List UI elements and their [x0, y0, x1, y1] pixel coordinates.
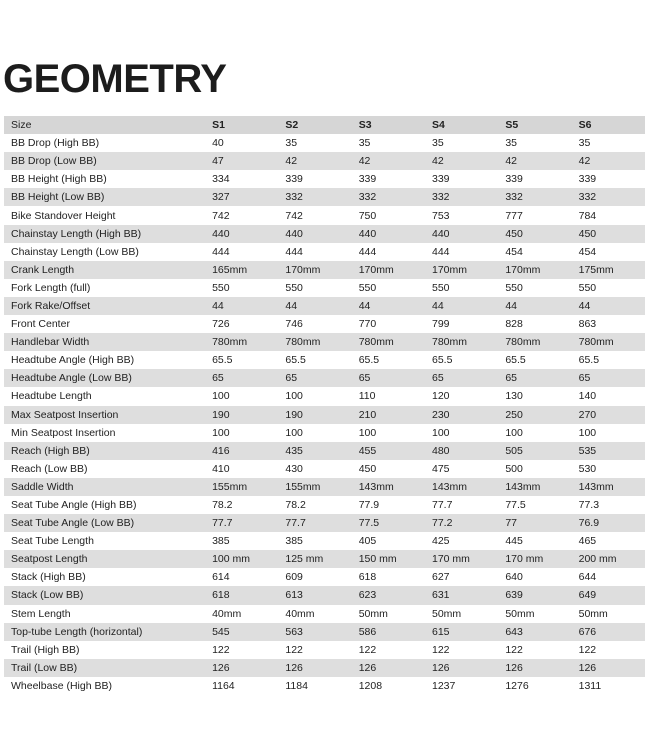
table-header-row — [4, 116, 645, 134]
table-cell: 77.5 — [358, 517, 380, 530]
table-cell: 435 — [285, 444, 303, 457]
table-cell: 110 — [358, 390, 376, 403]
geometry-table-body — [4, 134, 645, 695]
table-cell: 753 — [432, 209, 450, 222]
row-label: Bike Standover Height — [11, 209, 116, 222]
table-cell: 780mm — [432, 336, 468, 349]
row-label: Trail (Low BB) — [11, 661, 78, 674]
table-cell: 150 mm — [358, 553, 397, 566]
table-cell: 505 — [505, 444, 523, 457]
table-cell: 327 — [212, 191, 230, 204]
table-row — [4, 424, 645, 442]
page-title: GEOMETRY — [3, 57, 227, 101]
table-cell: 586 — [358, 625, 377, 638]
row-label: Top-tube Length (horizontal) — [11, 625, 143, 638]
table-cell: 170mm — [285, 263, 321, 276]
table-cell: 77.7 — [432, 499, 453, 512]
row-label: Saddle Width — [11, 480, 74, 493]
table-row — [4, 351, 645, 369]
table-cell: 465 — [578, 535, 597, 548]
table-cell: 78.2 — [285, 499, 306, 512]
row-label: BB Drop (Low BB) — [11, 155, 97, 168]
table-cell: 440 — [285, 227, 303, 240]
table-cell: 122 — [578, 643, 597, 656]
table-cell: 76.9 — [578, 517, 600, 530]
table-row — [4, 496, 645, 514]
table-cell: 480 — [432, 444, 450, 457]
table-cell: 126 — [432, 661, 450, 674]
table-cell: 445 — [505, 535, 523, 548]
table-cell: 44 — [578, 299, 591, 312]
table-cell: 440 — [358, 227, 377, 240]
table-cell: 35 — [505, 137, 517, 150]
table-cell: 126 — [358, 661, 377, 674]
table-cell: 750 — [358, 209, 377, 222]
table-cell: 550 — [505, 281, 523, 294]
table-cell: 1276 — [505, 679, 529, 692]
table-cell: 210 — [358, 408, 377, 421]
table-cell: 126 — [212, 661, 230, 674]
table-cell: 155mm — [212, 480, 248, 493]
table-cell: 339 — [578, 173, 597, 186]
table-row — [4, 478, 645, 496]
table-cell: 623 — [358, 589, 377, 602]
table-cell: 126 — [505, 661, 523, 674]
row-label: Min Seatpost Insertion — [11, 426, 116, 439]
table-row — [4, 406, 645, 424]
table-cell: 631 — [432, 589, 450, 602]
row-label: Stack (High BB) — [11, 571, 86, 584]
table-cell: 444 — [358, 245, 377, 258]
row-label: Seat Tube Angle (Low BB) — [11, 517, 135, 530]
size-column-header: S2 — [285, 119, 299, 132]
table-cell: 77.7 — [212, 517, 233, 530]
table-row — [4, 297, 645, 315]
table-row — [4, 550, 645, 568]
table-row — [4, 659, 645, 677]
table-cell: 44 — [358, 299, 371, 312]
table-cell: 545 — [212, 625, 230, 638]
table-cell: 47 — [212, 155, 224, 168]
table-cell: 828 — [505, 318, 523, 331]
table-cell: 385 — [285, 535, 303, 548]
table-cell: 385 — [212, 535, 230, 548]
table-cell: 430 — [285, 462, 303, 475]
table-cell: 143mm — [432, 480, 468, 493]
table-cell: 410 — [212, 462, 230, 475]
table-row — [4, 605, 645, 623]
table-cell: 454 — [578, 245, 597, 258]
table-cell: 639 — [505, 589, 523, 602]
table-cell: 122 — [358, 643, 377, 656]
table-cell: 1184 — [285, 679, 308, 692]
table-row — [4, 514, 645, 532]
row-label: BB Drop (High BB) — [11, 137, 100, 150]
table-cell: 126 — [285, 661, 303, 674]
table-cell: 44 — [212, 299, 224, 312]
table-row — [4, 225, 645, 243]
table-cell: 65 — [432, 372, 444, 385]
table-cell: 618 — [358, 571, 377, 584]
table-cell: 77.7 — [285, 517, 306, 530]
table-cell: 122 — [505, 643, 523, 656]
table-cell: 780mm — [285, 336, 321, 349]
table-row — [4, 333, 645, 351]
table-cell: 550 — [358, 281, 377, 294]
table-row — [4, 387, 645, 405]
table-cell: 334 — [212, 173, 230, 186]
table-cell: 615 — [432, 625, 450, 638]
table-row — [4, 315, 645, 333]
table-cell: 65 — [285, 372, 298, 385]
table-cell: 777 — [505, 209, 523, 222]
table-cell: 44 — [285, 299, 298, 312]
table-row — [4, 568, 645, 586]
table-cell: 440 — [212, 227, 230, 240]
table-cell: 1311 — [578, 679, 602, 692]
table-cell: 550 — [432, 281, 450, 294]
table-row — [4, 206, 645, 224]
table-row — [4, 261, 645, 279]
table-cell: 100 — [358, 426, 377, 439]
table-cell: 746 — [285, 318, 303, 331]
table-cell: 170 mm — [432, 553, 470, 566]
table-cell: 65 — [505, 372, 517, 385]
table-cell: 455 — [358, 444, 377, 457]
table-cell: 122 — [432, 643, 450, 656]
row-label: BB Height (High BB) — [11, 173, 107, 186]
table-cell: 780mm — [578, 336, 614, 349]
table-row — [4, 532, 645, 550]
table-cell: 609 — [285, 571, 303, 584]
table-row — [4, 369, 645, 387]
table-cell: 614 — [212, 571, 230, 584]
table-cell: 100 mm — [212, 553, 250, 566]
table-cell: 77.9 — [358, 499, 380, 512]
table-cell: 644 — [578, 571, 597, 584]
table-cell: 40mm — [212, 607, 242, 620]
table-cell: 100 — [285, 390, 303, 403]
table-cell: 120 — [432, 390, 450, 403]
table-cell: 742 — [285, 209, 303, 222]
row-label: Reach (Low BB) — [11, 462, 88, 475]
table-cell: 1208 — [358, 679, 383, 692]
table-row — [4, 134, 645, 152]
table-cell: 170mm — [358, 263, 394, 276]
table-cell: 450 — [578, 227, 597, 240]
table-row — [4, 641, 645, 659]
table-cell: 780mm — [505, 336, 541, 349]
row-label: Chainstay Length (Low BB) — [11, 245, 139, 258]
table-cell: 190 — [285, 408, 303, 421]
row-label: Reach (High BB) — [11, 444, 90, 457]
table-cell: 78.2 — [212, 499, 233, 512]
table-cell: 190 — [212, 408, 230, 421]
table-cell: 1237 — [432, 679, 456, 692]
table-cell: 170mm — [432, 263, 468, 276]
table-cell: 42 — [432, 155, 444, 168]
row-label: Trail (High BB) — [11, 643, 80, 656]
table-cell: 65.5 — [578, 354, 600, 367]
row-label: Seatpost Length — [11, 553, 88, 566]
table-cell: 440 — [432, 227, 450, 240]
table-cell: 676 — [578, 625, 597, 638]
table-cell: 35 — [578, 137, 591, 150]
table-cell: 126 — [578, 661, 597, 674]
table-cell: 444 — [432, 245, 450, 258]
table-cell: 250 — [505, 408, 523, 421]
table-cell: 530 — [578, 462, 597, 475]
table-cell: 44 — [432, 299, 444, 312]
table-cell: 35 — [432, 137, 444, 150]
size-header-label: Size — [11, 119, 32, 132]
table-cell: 65.5 — [432, 354, 453, 367]
size-column-header: S3 — [358, 119, 372, 132]
table-cell: 77.3 — [578, 499, 600, 512]
row-label: Stack (Low BB) — [11, 589, 84, 602]
table-cell: 780mm — [212, 336, 248, 349]
table-cell: 100 — [578, 426, 597, 439]
table-cell: 563 — [285, 625, 303, 638]
table-row — [4, 442, 645, 460]
row-label: BB Height (Low BB) — [11, 191, 105, 204]
table-cell: 100 — [212, 426, 230, 439]
table-cell: 140 — [578, 390, 597, 403]
table-cell: 77.5 — [505, 499, 526, 512]
table-cell: 42 — [285, 155, 298, 168]
table-cell: 339 — [432, 173, 450, 186]
table-cell: 444 — [212, 245, 230, 258]
table-cell: 44 — [505, 299, 517, 312]
table-cell: 405 — [358, 535, 377, 548]
table-cell: 200 mm — [578, 553, 617, 566]
table-cell: 643 — [505, 625, 523, 638]
table-cell: 1164 — [212, 679, 235, 692]
table-cell: 50mm — [505, 607, 535, 620]
table-cell: 450 — [358, 462, 377, 475]
row-label: Max Seatpost Insertion — [11, 408, 119, 421]
table-row — [4, 170, 645, 188]
table-row — [4, 243, 645, 261]
row-label: Seat Tube Angle (High BB) — [11, 499, 137, 512]
size-column-header: S5 — [505, 119, 519, 132]
table-cell: 454 — [505, 245, 523, 258]
table-cell: 65.5 — [212, 354, 233, 367]
row-label: Front Center — [11, 318, 70, 331]
table-cell: 65 — [358, 372, 371, 385]
table-cell: 165mm — [212, 263, 248, 276]
table-cell: 726 — [212, 318, 230, 331]
table-cell: 784 — [578, 209, 597, 222]
table-cell: 475 — [432, 462, 450, 475]
row-label: Fork Length (full) — [11, 281, 91, 294]
row-label: Chainstay Length (High BB) — [11, 227, 142, 240]
table-cell: 332 — [432, 191, 450, 204]
table-cell: 143mm — [505, 480, 541, 493]
table-cell: 450 — [505, 227, 523, 240]
table-cell: 332 — [285, 191, 303, 204]
row-label: Fork Rake/Offset — [11, 299, 91, 312]
table-cell: 35 — [285, 137, 298, 150]
table-cell: 742 — [212, 209, 230, 222]
table-cell: 550 — [578, 281, 597, 294]
table-cell: 122 — [285, 643, 303, 656]
table-row — [4, 188, 645, 206]
row-label: Headtube Length — [11, 390, 92, 403]
table-cell: 65.5 — [285, 354, 306, 367]
table-cell: 170 mm — [505, 553, 544, 566]
table-cell: 50mm — [358, 607, 388, 620]
table-cell: 780mm — [358, 336, 394, 349]
row-label: Crank Length — [11, 263, 75, 276]
table-cell: 35 — [358, 137, 371, 150]
table-cell: 100 — [505, 426, 523, 439]
table-cell: 50mm — [432, 607, 462, 620]
table-cell: 332 — [578, 191, 597, 204]
table-cell: 77 — [505, 517, 517, 530]
row-label: Handlebar Width — [11, 336, 90, 349]
table-cell: 100 — [285, 426, 303, 439]
table-cell: 155mm — [285, 480, 321, 493]
table-cell: 444 — [285, 245, 303, 258]
table-cell: 770 — [358, 318, 377, 331]
table-cell: 863 — [578, 318, 597, 331]
size-column-header: S6 — [578, 119, 592, 132]
table-cell: 640 — [505, 571, 523, 584]
table-cell: 40 — [212, 137, 224, 150]
table-cell: 799 — [432, 318, 450, 331]
row-label: Stem Length — [11, 607, 71, 620]
table-cell: 122 — [212, 643, 230, 656]
table-cell: 65.5 — [358, 354, 380, 367]
table-cell: 550 — [212, 281, 230, 294]
geometry-table — [4, 116, 645, 695]
size-column-header: S1 — [212, 119, 225, 132]
table-cell: 339 — [358, 173, 377, 186]
table-cell: 100 — [432, 426, 450, 439]
table-cell: 50mm — [578, 607, 608, 620]
table-cell: 143mm — [358, 480, 394, 493]
table-cell: 42 — [578, 155, 591, 168]
size-column-header: S4 — [432, 119, 445, 132]
table-cell: 613 — [285, 589, 303, 602]
table-row — [4, 279, 645, 297]
table-cell: 332 — [505, 191, 523, 204]
table-cell: 627 — [432, 571, 450, 584]
table-cell: 535 — [578, 444, 597, 457]
table-cell: 425 — [432, 535, 450, 548]
table-cell: 42 — [505, 155, 517, 168]
table-cell: 270 — [578, 408, 597, 421]
table-cell: 339 — [285, 173, 303, 186]
table-cell: 332 — [358, 191, 377, 204]
table-cell: 77.2 — [432, 517, 453, 530]
table-row — [4, 152, 645, 170]
table-cell: 550 — [285, 281, 303, 294]
table-cell: 130 — [505, 390, 523, 403]
table-cell: 65 — [578, 372, 591, 385]
table-row — [4, 586, 645, 604]
table-cell: 618 — [212, 589, 230, 602]
table-cell: 500 — [505, 462, 523, 475]
table-cell: 125 mm — [285, 553, 324, 566]
table-cell: 170mm — [505, 263, 541, 276]
table-row — [4, 623, 645, 641]
table-cell: 143mm — [578, 480, 614, 493]
table-cell: 40mm — [285, 607, 315, 620]
table-cell: 230 — [432, 408, 450, 421]
table-row — [4, 460, 645, 478]
table-cell: 416 — [212, 444, 230, 457]
row-label: Seat Tube Length — [11, 535, 94, 548]
row-label: Headtube Angle (Low BB) — [11, 372, 132, 385]
table-cell: 42 — [358, 155, 371, 168]
row-label: Wheelbase (High BB) — [11, 679, 112, 692]
row-label: Headtube Angle (High BB) — [11, 354, 135, 367]
table-cell: 65.5 — [505, 354, 526, 367]
table-row — [4, 677, 645, 695]
table-cell: 175mm — [578, 263, 614, 276]
table-cell: 100 — [212, 390, 230, 403]
table-cell: 339 — [505, 173, 523, 186]
table-cell: 65 — [212, 372, 224, 385]
table-cell: 649 — [578, 589, 597, 602]
